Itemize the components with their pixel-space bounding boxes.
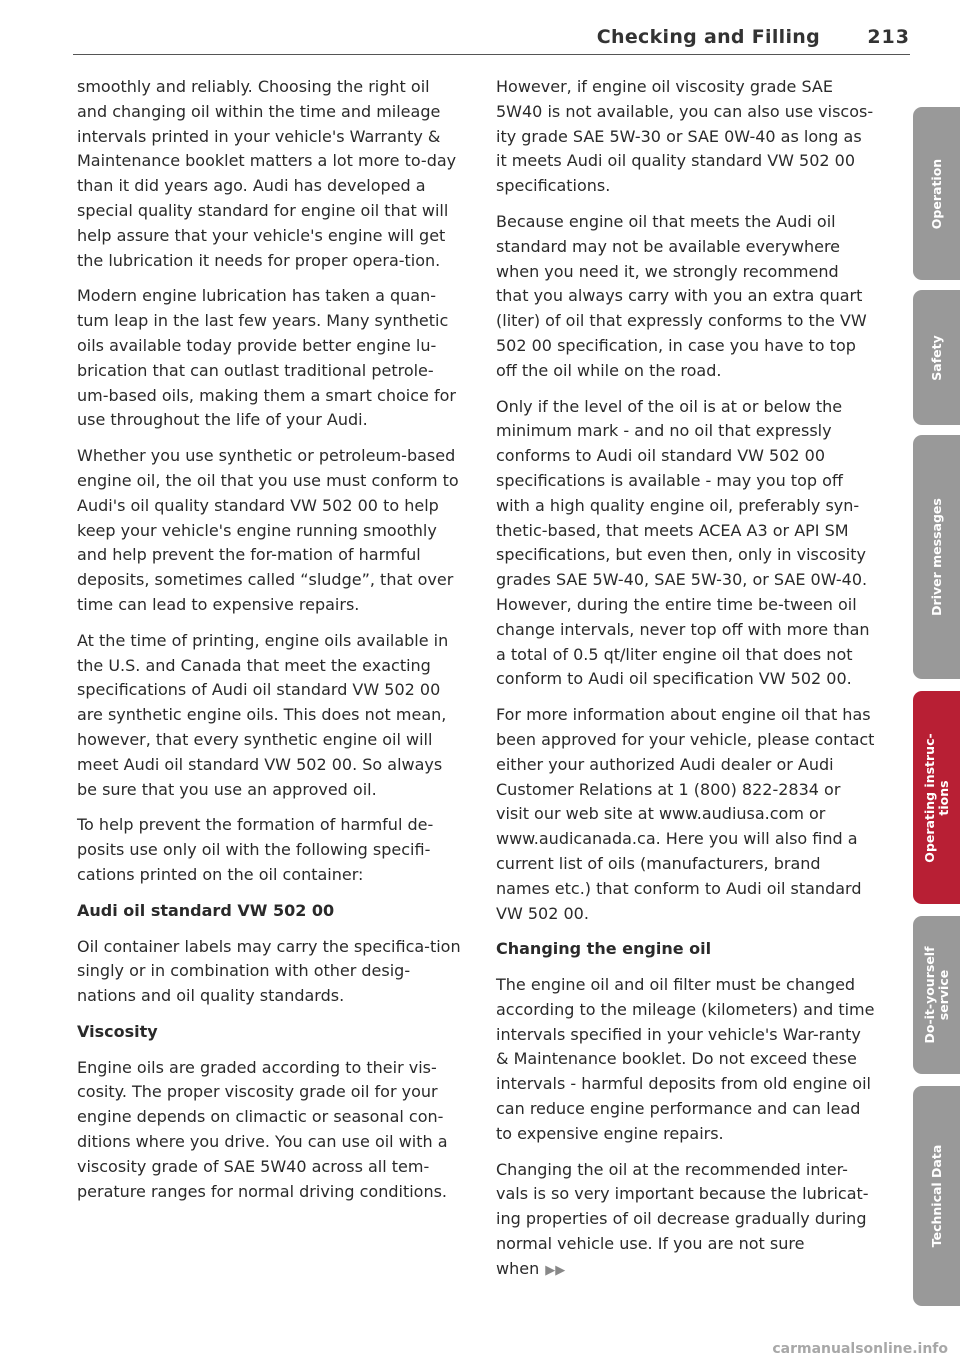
side-tab-operation[interactable] <box>913 107 960 280</box>
side-tab-technical-data[interactable] <box>913 1086 960 1306</box>
watermark: carmanualsonline.info <box>772 1341 948 1357</box>
tab-label: Technical Data <box>928 1144 944 1248</box>
subheading-changing-oil: Changing the engine oil <box>496 939 712 959</box>
paragraph: Engine oils are graded according to their vis-cosity. The proper viscosity grade oil for your engine depends on climactic or seasonal con-ditions where you drive. You can use oil with a viscosity grade of SAE 5W40 across all tem-perature ranges for normal driving conditions. <box>77 1057 448 1201</box>
paragraph-text: Changing the oil at the recommended inter-vals is so very important because the lubricat-ing properties of oil decrease gradually during normal vehicle use. If you are not sure when <box>496 1159 869 1278</box>
paragraph: The engine oil and oil filter must be changed according to the mileage (kilometers) and time intervals specified in your vehicle's War-ranty & Maintenance booklet. Do not exceed these intervals - harmful deposits from old engine oil can reduce engine performance and can lead to expensive engine repairs. <box>496 975 875 1143</box>
paragraph: smoothly and reliably. Choosing the right oil and changing oil within the time and mileage intervals printed in your vehicle's Warranty & Maintenance booklet matters a lot more to-day than it did years ago. Audi has developed a special quality standard for engine oil that will help assure that your vehicle's engine will get the lubrication it needs for proper opera-tion. <box>77 77 457 270</box>
tab-label: Do-it-yourself service <box>921 946 951 1044</box>
side-tab-driver-messages[interactable] <box>913 435 960 679</box>
paragraph: For more information about engine oil that has been approved for your vehicle, please contact either your authorized Audi dealer or Audi Customer Relations at 1 (800) 822-2834 or visit our web site at www.audiusa.com or www.audicanada.ca. Here you will also find a current list of oils (manufacturers, brand names etc.) that conform to Audi oil standard VW 502 00. <box>496 705 875 923</box>
page-number: 213 <box>867 26 910 48</box>
page-header <box>73 14 910 55</box>
paragraph: Because engine oil that meets the Audi oil standard may not be available everywhere when you need it, we strongly recommend that you always carry with you an extra quart (liter) of oil that expressly conforms to the VW 502 00 specification, in case you have to top off the oil while on the road. <box>496 211 867 380</box>
section-title: Checking and Filling <box>596 26 820 48</box>
paragraph: Whether you use synthetic or petroleum-based engine oil, the oil that you use must conform to Audi's oil quality standard VW 502 00 to help keep your vehicle's engine running smoothly and help prevent the for-mation of harmful deposits, sometimes called “sludge”, that over time can lead to expensive repairs. <box>77 446 459 614</box>
subheading-viscosity: Viscosity <box>77 1021 158 1041</box>
subheading-oil-standard: Audi oil standard VW 502 00 <box>77 900 335 920</box>
tab-label: Operation <box>928 158 944 229</box>
paragraph: Oil container labels may carry the specifica-tion singly or in combination with other desig-nations and oil quality standards. <box>77 936 461 1006</box>
paragraph: To help prevent the formation of harmful de-posits use only oil with the following specifi-cations printed on the oil container: <box>77 815 434 884</box>
paragraph: At the time of printing, engine oils available in the U.S. and Canada that meet the exacting specifications of Audi oil standard VW 502 00 are synthetic engine oils. This does not mean, however, that every synthetic engine oil will meet Audi oil standard VW 502 00. So always be sure that you use an approved oil. <box>77 630 449 799</box>
paragraph <box>496 1158 876 1284</box>
paragraph: Only if the level of the oil is at or below the minimum mark - and no oil that expressly conforms to Audi oil standard VW 502 00 specifications is available - may you top off with a high quality engine oil, preferably syn-thetic-based, that meets ACEA A3 or API SM specifications, but even then, only in viscosity grades SAE 5W-40, SAE 5W-30, or SAE 0W-40. However, during the entire time be-tween oil change intervals, never top off with more than a total of 0.5 qt/liter engine oil that does not conform to Audi oil specification VW 502 00. <box>496 396 870 689</box>
side-tab-do-it-yourself-service[interactable] <box>913 916 960 1074</box>
side-tab-safety[interactable] <box>913 290 960 425</box>
tab-label: Operating instruc- tions <box>921 732 951 863</box>
side-tab-operating-instructions[interactable] <box>913 691 960 904</box>
paragraph: Modern engine lubrication has taken a quan-tum leap in the last few years. Many synthetic oils available today provide better engine lu-brication that can outlast traditional petrole-um-based oils, making them a smart choice for use throughout the life of your Audi. <box>77 286 456 430</box>
continue-arrow-icon: ▶▶ <box>545 1262 566 1278</box>
tab-label: Driver messages <box>928 498 944 616</box>
tab-label: Safety <box>928 334 944 381</box>
right-column <box>496 75 876 1295</box>
left-column <box>77 75 463 1215</box>
paragraph: However, if engine oil viscosity grade SAE 5W40 is not available, you can also use viscos-ity grade SAE 5W-30 or SAE 0W-40 as long as it meets Audi oil quality standard VW 502 00 specifications. <box>496 77 874 196</box>
